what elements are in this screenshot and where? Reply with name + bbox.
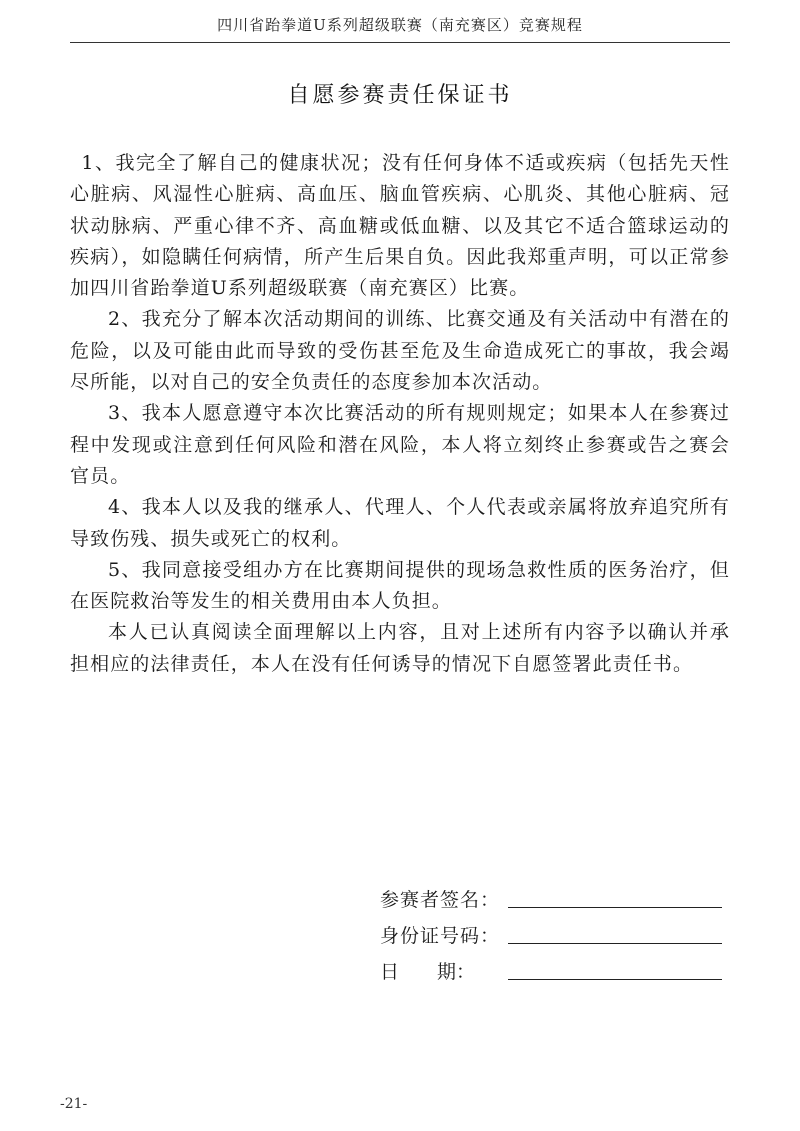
date-label: 日 期： bbox=[380, 961, 476, 983]
participant-signature-label: 参赛者签名： bbox=[380, 889, 501, 911]
document-body bbox=[70, 148, 730, 680]
id-number-label: 身份证号码： bbox=[380, 925, 501, 947]
running-header: 四川省跆拳道U系列超级联赛（南充赛区）竞赛规程 bbox=[217, 16, 583, 34]
date-line[interactable] bbox=[508, 979, 722, 980]
paragraph-4: 4、我本人以及我的继承人、代理人、个人代表或亲属将放弃追究所有导致伤残、损失或死亡的权利。 bbox=[70, 496, 730, 550]
signature-block bbox=[380, 876, 740, 984]
id-number-line[interactable] bbox=[508, 943, 722, 944]
id-number-row bbox=[380, 912, 740, 948]
date-row bbox=[380, 948, 740, 984]
paragraph-2: 2、我充分了解本次活动期间的训练、比赛交通及有关活动中有潜在的危险，以及可能由此而导致的受伤甚至危及生命造成死亡的事故，我会竭尽所能，以对自己的安全负责任的态度参加本次活动。 bbox=[70, 308, 730, 394]
header-divider bbox=[70, 42, 730, 43]
participant-signature-row bbox=[380, 876, 740, 912]
paragraph-1: 1、我完全了解自己的健康状况；没有任何身体不适或疾病（包括先天性心脏病、风湿性心脏病、高血压、脑血管疾病、心肌炎、其他心脏病、冠状动脉病、严重心律不齐、高血糖或低血糖、以及其它不适合篮球运动的疾病），如隐瞒任何病情，所产生后果自负。因此我郑重声明，可以正常参加四川省跆拳道U系列超级联赛（南充赛区）比赛。 bbox=[70, 152, 730, 300]
document-title: 自愿参赛责任保证书 bbox=[287, 83, 513, 108]
paragraph-confirmation: 本人已认真阅读全面理解以上内容，且对上述所有内容予以确认并承担相应的法律责任，本人在没有任何诱导的情况下自愿签署此责任书。 bbox=[70, 621, 730, 675]
page-number: -21- bbox=[60, 1096, 88, 1112]
paragraph-5: 5、我同意接受组办方在比赛期间提供的现场急救性质的医务治疗，但在医院救治等发生的相关费用由本人负担。 bbox=[70, 558, 730, 613]
paragraph-3: 3、我本人愿意遵守本次比赛活动的所有规则规定；如果本人在参赛过程中发现或注意到任何风险和潜在风险，本人将立刻终止参赛或告之赛会官员。 bbox=[70, 402, 730, 487]
participant-signature-line[interactable] bbox=[508, 907, 722, 908]
